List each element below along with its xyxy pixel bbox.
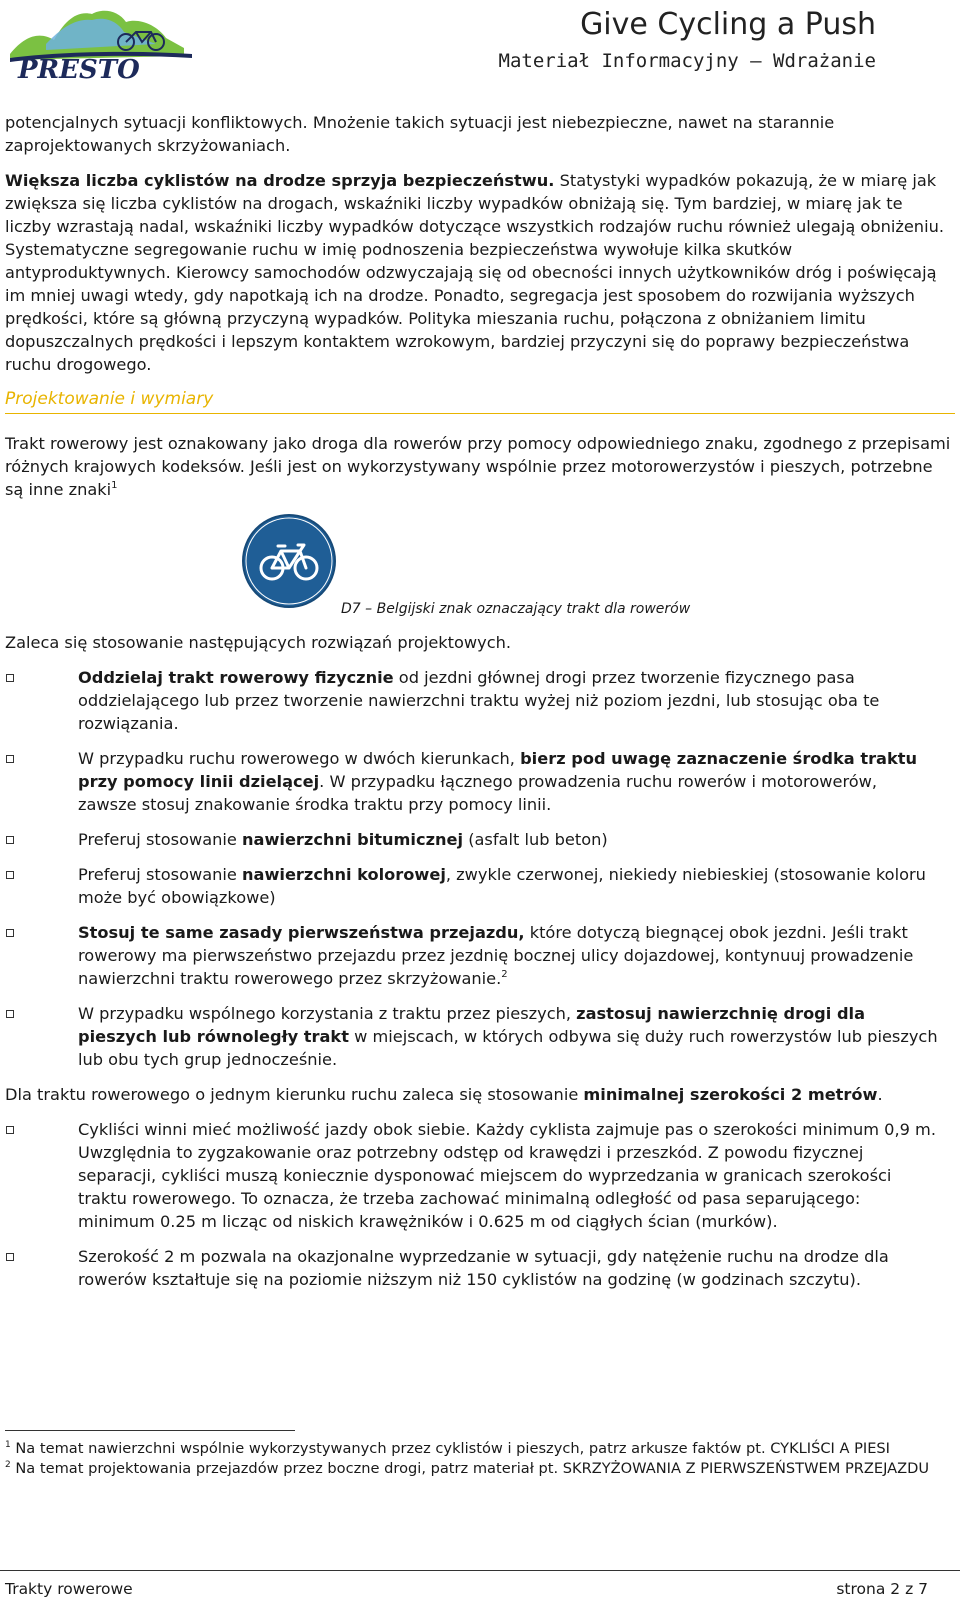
text-run: Cykliści winni mieć możliwość jazdy obok siebie. Każdy cyklista zajmuje pas o szerokości minimum 0,9 m. Uwzględnia to zygzakowanie oraz potrzebny odstęp od krawędzi i przeszkód. Z powodu fizycznej separacji, cykliści muszą koniecznie dysponować miejscem do wyprzedzania w granicach szerokości traktu rowerowego. To oznacza, że trzeba zachować minimalną odległość od pasa separującego: minimum 0.25 m licząc od niskich krawężników i 0.625 m od ciągłych ścian (murków). (78, 1120, 936, 1231)
body-paragraph (5, 111, 951, 157)
text-run: Szerokość 2 m pozwala na okazjonalne wyprzedzanie w sytuacji, gdy natężenie ruchu na drodze dla rowerów kształtuje się na poziomie niższym niż 150 cyklistów na godzinę (w godzinach szczytu). (78, 1247, 889, 1289)
square-bullet-icon (6, 871, 14, 879)
text-run: potencjalnych sytuacji konfliktowych. Mnożenie takich sytuacji jest niebezpieczne, nawet na starannie zaprojektowanych skrzyżowaniach. (5, 113, 835, 155)
list-item (5, 747, 940, 816)
footnote (5, 1459, 955, 1479)
footer-section-name: Trakty rowerowe (5, 1580, 133, 1598)
square-bullet-icon (6, 674, 14, 682)
bold-text: nawierzchni bitumicznej (242, 830, 464, 849)
text-run: Preferuj stosowanie (78, 830, 242, 849)
list-item (5, 1002, 940, 1071)
recommendations-intro: Zaleca się stosowanie następujących rozwiązań projektowych. (5, 633, 512, 652)
list-item (5, 666, 940, 735)
text-run: , zwykle czerwonej, niekiedy niebieskiej (stosowanie koloru może być obowiązkowe) (78, 865, 926, 907)
sign-caption: D7 – Belgijski znak oznaczający trakt dla rowerów (341, 601, 691, 617)
width-intro-paragraph (5, 1083, 951, 1106)
text-run: . (877, 1085, 883, 1104)
width-list (5, 1118, 951, 1291)
square-bullet-icon (6, 755, 14, 763)
document-subtitle: Materiał Informacyjny – Wdrażanie (498, 50, 876, 72)
section-heading: Projektowanie i wymiary (5, 388, 955, 414)
bold-text: bierz pod uwagę zaznaczenie środka traktu przy pomocy linii dzielącej (78, 749, 918, 791)
text-run: (asfalt lub beton) (463, 830, 608, 849)
bold-text: Stosuj te same zasady pierwszeństwa przejazdu, (78, 923, 525, 942)
footnote-rule (5, 1430, 295, 1431)
page-content (5, 111, 951, 1303)
body-paragraph (5, 169, 951, 376)
footnote-ref: 1 (5, 1440, 11, 1450)
bold-text: nawierzchni kolorowej (242, 865, 446, 884)
footnote-list (5, 1439, 955, 1479)
logo-text: PRESTO (18, 55, 140, 82)
text-run: w miejscach, w których odbywa się duży ruch rowerzystów lub pieszych lub obu tych grup jednocześnie. (78, 1027, 938, 1069)
text-run: W przypadku wspólnego korzystania z traktu przez pieszych, (78, 1004, 577, 1023)
list-item (5, 1118, 940, 1233)
recommendations-list (5, 666, 951, 1071)
square-bullet-icon (6, 836, 14, 844)
list-item (5, 1245, 940, 1291)
intro-paragraphs (5, 111, 951, 376)
footnotes (5, 1430, 955, 1479)
document-title: Give Cycling a Push (580, 7, 876, 42)
footer-divider (0, 1570, 960, 1571)
footnote-ref: 1 (111, 480, 118, 491)
sign-figure (5, 513, 951, 631)
list-item (5, 828, 940, 851)
list-item (5, 921, 940, 990)
square-bullet-icon (6, 1010, 14, 1018)
text-run: Statystyki wypadków pokazują, że w miarę jak zwiększa się liczba cyklistów na drogach, wskaźniki liczby wypadków obniżają się. Tym bardziej, w miarę jak te liczby wzrastają nadal, wskaźniki liczby wypadków dotyczące wszystkich rodzajów ruchu również ulegają obniżeniu. Systematyczne segregowanie ruchu w imię podnoszenia bezpieczeństwa wywołuje kilka skutków antyproduktywnych. Kierowcy samochodów odzwyczajają się od obecności innych użytkowników dróg i poświęcają im mniej uwagi wtedy, gdy napotkają ich na drodze. Ponadto, segregacja jest sposobem do rozwijania wyższych prędkości, które są główną przyczyną wypadków. Polityka mieszania ruchu, połączona z obniżaniem limitu dopuszczalnych prędkości i lepszym kontaktem wzrokowym, bardziej przyczyni się do poprawy bezpieczeństwa ruchu drogowego. (5, 171, 944, 374)
text-run: W przypadku ruchu rowerowego w dwóch kierunkach, (78, 749, 521, 768)
bold-text: Oddzielaj trakt rowerowy fizycznie (78, 668, 394, 687)
footnote-ref: 2 (501, 969, 508, 980)
footnote-ref: 2 (5, 1460, 11, 1470)
list-item (5, 863, 940, 909)
text-run: Na temat projektowania przejazdów przez boczne drogi, patrz materiał pt. SKRZYŻOWANIA Z PIERWSZEŃSTWEM PRZEJAZDU (10, 1460, 930, 1477)
bold-text: Większa liczba cyklistów na drodze sprzyja bezpieczeństwu. (5, 171, 555, 190)
text-run: Trakt rowerowy jest oznakowany jako droga dla rowerów przy pomocy odpowiedniego znaku, zgodnego z przepisami różnych krajowych kodeksów. Jeśli jest on wykorzystywany wspólnie przez motorowerzystów i pieszych, potrzebne są inne znaki (5, 434, 951, 499)
footer-page-number: strona 2 z 7 (836, 1580, 928, 1598)
text-run: Preferuj stosowanie (78, 865, 242, 884)
presto-logo (6, 4, 196, 82)
bold-text: minimalnej szerokości 2 metrów (583, 1085, 878, 1104)
text-run: od jezdni głównej drogi przez tworzenie fizycznego pasa oddzielającego lub przez tworzenie nawierzchni traktu wyżej niż poziom jezdni, lub stosując oba te rozwiązania. (78, 668, 880, 733)
text-run: które dotyczą biegnącej obok jezdni. Jeśli trakt rowerowy ma pierwszeństwo przejazdu przez jezdnię bocznej ulicy dojazdowej, kontynuuj prowadzenie nawierzchni traktu rowerowego przez skrzyżowanie. (78, 923, 914, 988)
text-run: . W przypadku łącznego prowadzenia ruchu rowerów i motorowerów, zawsze stosuj znakowanie środka traktu przy pomocy linii. (78, 772, 878, 814)
section-intro-paragraph (5, 432, 951, 501)
text-run: Na temat nawierzchni wspólnie wykorzystywanych przez cyklistów i pieszych, patrz arkusze faktów pt. CYKLIŚCI A PIESI (10, 1440, 890, 1457)
square-bullet-icon (6, 929, 14, 937)
text-run: Dla traktu rowerowego o jednym kierunku ruchu zaleca się stosowanie (5, 1085, 584, 1104)
square-bullet-icon (6, 1253, 14, 1261)
footnote (5, 1439, 955, 1459)
bold-text: zastosuj nawierzchnię drogi dla pieszych lub równoległy trakt (78, 1004, 866, 1046)
page-header (0, 0, 960, 100)
square-bullet-icon (6, 1126, 14, 1134)
bicycle-sign-icon (241, 513, 337, 609)
